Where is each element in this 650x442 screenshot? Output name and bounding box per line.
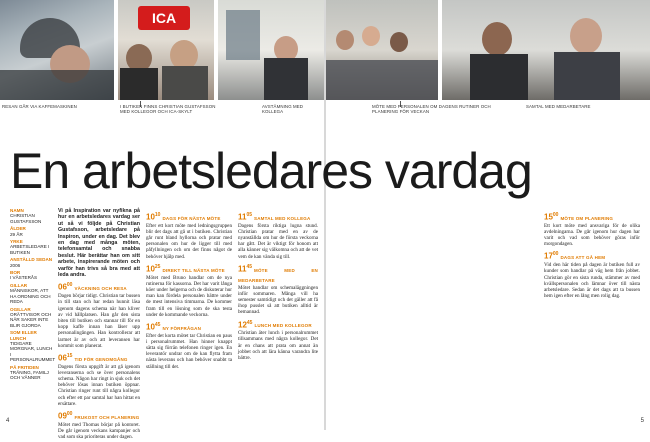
time-minutes: 00 (66, 282, 73, 289)
time-hour: 11 (238, 264, 247, 274)
section-text: Vid den här tiden på dagen är butiken full av kunder som handlar på väg hem från jobbet. Christian gör en sista runda, stämmer av med kvällspersonalen och lämnar över till nästa arbetsledare. Sedan är det dags att ta bussen hem igen efter en lång men rolig dag. (544, 262, 640, 300)
section-title: DAGS ATT GÅ HEM (560, 255, 606, 261)
time-minutes: 00 (552, 212, 559, 218)
fact-value: 29 ÅR (10, 231, 23, 237)
time-heading (238, 263, 318, 285)
photo-caption: SAMTAL MED MEDARBETARE (526, 104, 591, 109)
fact-value: MÄNNISKOR, ATT HA ORDNING OCH REDA (10, 288, 51, 305)
fact-label: NAMN (10, 208, 24, 213)
time-heading (544, 250, 640, 262)
page-number-left: 4 (6, 418, 10, 424)
section-text: Mötet med Thomas börjar på kontoret. De går igenom veckans kampanjer och vad som ska prioriteras under dagen. (58, 421, 140, 441)
photo-meeting (326, 0, 438, 100)
article-column-2 (146, 208, 232, 372)
time-heading (146, 321, 232, 333)
fact-value: ARBETSLEDARE I BUTIKEN (10, 244, 50, 255)
time-hour: 12 (238, 320, 247, 330)
time-heading (146, 211, 232, 223)
fact-value: CHRISTIAN GUSTAFSSON (10, 213, 42, 224)
time-hour: 09 (58, 411, 67, 421)
section-title: LUNCH MED KOLLEGOR (254, 323, 312, 329)
time-heading (544, 211, 640, 223)
section-text: Christian äter lunch i personalrummet tillsammans med några kollegor. Det är en chans att prata om annat än jobbet och att lära känna varandra lite bättre. (238, 330, 318, 362)
time-heading (58, 281, 140, 293)
fact-label: YRKE (10, 239, 23, 245)
photo-colleagues (442, 0, 650, 100)
fact-label: ANSTÄLLD SEDAN (10, 257, 53, 263)
section-title: MÖTE OM PLANERING (560, 215, 614, 221)
time-minutes: 25 (154, 263, 161, 270)
section-title: DIREKT TILL NÄSTA MÖTE (162, 267, 225, 273)
section-text: Mötet handlar om schemaläggningen inför sommaren. Många vill ha semester samtidigt och det gäller att få ihop pusslet så att butiken alltid är bemannad. (238, 284, 318, 316)
photo-caption: RESAN GÅR VIA KAFFEMASKINEN (2, 104, 77, 109)
time-hour: 10 (146, 264, 155, 274)
fact-label: OGILLAR (10, 306, 31, 312)
section-text: Dagens första uppgift är att gå igenom leveranserna och se över personalens schema. Någon har ringt in sjuk och det behöver lösas innan butiken öppnar. Christian ringer runt till några kollegor och efter ett par samtal har han hittat en ersättare. (58, 363, 140, 407)
photo-caption: I BUTIKEN FINNS CHRISTIAN GUSTAFSSON MED KOLLEGOR OCH ICA-SKYLT (120, 104, 216, 115)
photo-caption: MÖTE MED PERSONALEN OM DAGENS RUTINER OCH PLANERING FÖR VECKAN (372, 104, 491, 115)
page-number-right: 5 (640, 418, 644, 424)
photo-store-sign (118, 0, 214, 100)
time-minutes: 00 (552, 251, 559, 258)
photo-car-interior (0, 0, 114, 100)
time-heading (58, 410, 140, 422)
section-text: Dagens första riktiga lugna stund. Christian pratar med en av de nyanställda om hur de första veckorna har gått. Det är viktigt för honom att alla känner sig välkomna och att de vet vem de kan vända sig till. (238, 222, 318, 260)
time-hour: 10 (146, 212, 155, 222)
fact-value: 2006 (10, 262, 21, 268)
section-text: Efter det korta mötet tar Christian en paus i personalrummet. Han hinner knappt sätta sig förrän telefonen ringer igen. En leverantör undrar om de kan flytta fram nästa leverans och han behöver snabbt ta ställning till det. (146, 332, 232, 370)
time-minutes: 45 (246, 263, 253, 270)
fact-label: PÅ FRITIDEN (10, 364, 39, 370)
time-minutes: 45 (154, 321, 161, 328)
time-heading (238, 319, 318, 331)
ica-sign: ICA (138, 6, 190, 30)
fact-label: GILLAR (10, 282, 28, 288)
section-text: Ett kort möte med ansvariga för de olika avdelningarna. De går igenom hur dagen har varit och vad som behöver göras inför morgondagen. (544, 222, 640, 248)
time-hour: 06 (58, 353, 67, 363)
time-hour: 10 (146, 322, 155, 332)
fact-box (10, 208, 54, 383)
time-heading (238, 211, 318, 223)
fact-value: ORÄTTVISOR OCH NÄR SAKER INTE BLIR GJORDA (10, 311, 52, 328)
section-text: Mötet med Bruno handlar om de nya rutinerna för kassorna. Det har varit långa köer under helgerna och de diskuterar hur man kan fördela personalen bättre under de mest intensiva timmarna. De kommer fram till en lösning som de ska testa under de kommande veckorna. (146, 274, 232, 318)
photo-office-talk (218, 0, 324, 100)
fact-value: I VÄSTERÅS (10, 275, 38, 281)
time-hour: 17 (544, 252, 553, 262)
section-title: NY FÖRFRÅGAN (162, 325, 202, 331)
time-minutes: 10 (154, 212, 161, 218)
article-column-6 (544, 208, 640, 301)
time-hour: 15 (544, 212, 553, 222)
fact-label: SOM ELLER LUNCH (10, 330, 37, 341)
section-text: Efter ett kort möte med ledningsgruppen blir det dags att gå ut i butiken. Christian går runt bland hyllorna och pratar med personalen om hur de ligger till med påfyllningen och om det finns något de behöver hjälp med. (146, 222, 232, 260)
time-hour: 11 (238, 212, 247, 222)
section-text: Dagen börjar tidigt. Christian tar bussen in till stan och har redan hunnit läsa igenom dagens schema när han kliver av vid hållplatsen. Han går den sista biten till butiken och stannar till för en kopp kaffe innan han låser upp personalingången. Han kontrollerar att larmet är av och att leveransen har kommit som planerat. (58, 293, 140, 349)
section-title: VÄCKNING OCH RESA (74, 286, 127, 292)
article-column-1 (58, 208, 140, 442)
photo-caption: AVSTÄMNING MED KOLLEGA (262, 104, 304, 115)
section-title: FRUKOST OCH PLANERING (74, 414, 140, 420)
time-heading (146, 263, 232, 275)
fact-label: ÅLDER (10, 226, 26, 232)
time-minutes: 45 (246, 319, 253, 326)
fact-label: BOR (10, 270, 21, 276)
section-title: DAGS FÖR NÄSTA MÖTE (162, 215, 221, 221)
article-lead: Vi på Inspiration var nyfikna på hur en arbetsledares vardag ser ut så vi följde på Christian Gustafsson, arbetsledare på Inspiron, under en dag. Det blev en dag med många möten, telefonsamtal och snabba beslut. Här berättar han om sitt arbete, inspirerande möten och varför han trivs så bra med att leda andra. (58, 208, 140, 279)
time-hour: 06 (58, 283, 67, 293)
page-headline: En arbetsledares vardag (10, 143, 532, 199)
section-title: MÖTE MED EN MEDARBETARE (238, 267, 318, 283)
section-title: SAMTAL MED KOLLEGA (254, 215, 311, 221)
fact-value: TIDIGARE MORGNAR, LUNCH I PERSONALRUMMET (10, 340, 56, 363)
time-minutes: 05 (246, 212, 253, 218)
time-minutes: 00 (66, 411, 73, 418)
section-title: TID FÖR GENOMGÅNG (74, 356, 128, 362)
article-column-3 (238, 208, 318, 363)
time-heading (58, 352, 140, 364)
fact-value: TRÄNING, FAMILJ OCH VÄNNER (10, 369, 49, 381)
time-minutes: 15 (66, 352, 73, 359)
